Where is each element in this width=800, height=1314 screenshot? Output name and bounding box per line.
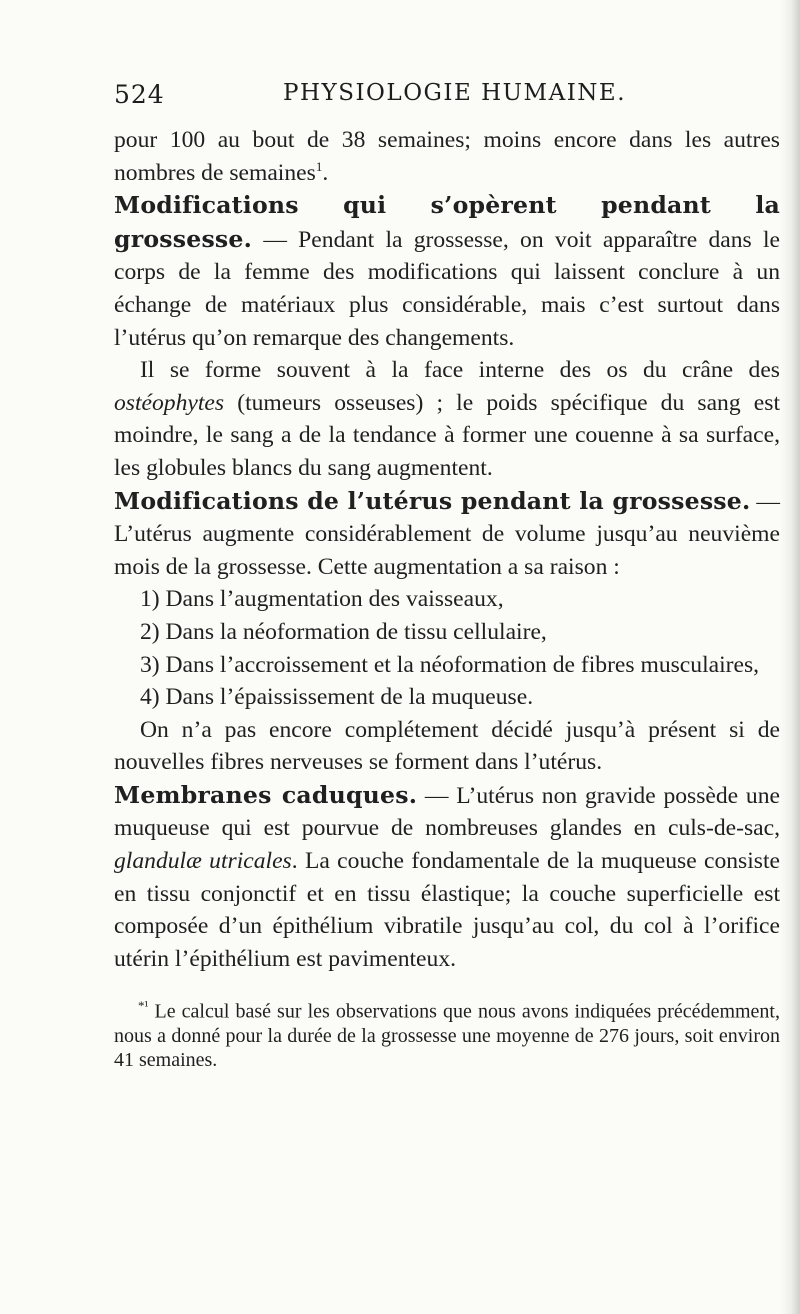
footnote-text: Le calcul basé sur les observations que nous avons indiquées précédemment, nous a donné pour la durée de la grossesse une moyenne de 276 jours, soit environ 41 semaines. — [114, 1001, 780, 1072]
section-text-after: . La couche fondamentale de la muqueuse consiste en tissu conjonctif et en tissu élastique; la couche superficielle est composée d’un épithélium vibratile jusqu’au col, du col à l’orifice utérin l’épithélium est pavimenteux. — [114, 848, 781, 972]
italic-term: glandulæ utricales — [114, 848, 292, 875]
list-item: 3) Dans l’accroissement et la néoformation de fibres musculaires, — [139, 651, 760, 678]
list-item: 1) Dans l’augmentation des vaisseaux, — [139, 586, 504, 613]
paragraph-continuation — [114, 124, 780, 189]
section-pregnancy-modifications — [114, 189, 780, 354]
paragraph-text-after: (tumeurs osseuses) ; le poids spécifique du sang est moindre, le sang a de la tendance à former une couenne à sa surface, les globules blancs du sang augmentent. — [114, 389, 780, 481]
section-text-before: — L’utérus non gravide possède une muqueuse qui est pourvue de nombreuses glandes en culs-de-sac, — [114, 782, 780, 842]
main-text — [114, 124, 780, 1072]
section-heading: Membranes caduques. — [114, 780, 418, 809]
footnote — [114, 994, 780, 1072]
paragraph-text-before: Il se forme souvent à la face interne des os du crâne des — [139, 357, 780, 384]
page-header — [114, 80, 724, 114]
footnote-marker: *¹ — [138, 998, 149, 1014]
section-uterus-modifications — [114, 485, 780, 584]
paragraph-nerve-fibres: On n’a pas encore complétement décidé jusqu’à présent si de nouvelles fibres nerveuses se forment dans l’utérus. — [114, 716, 780, 776]
section-caduceus-membranes — [114, 779, 780, 976]
running-title: PHYSIOLOGIE HUMAINE. — [283, 80, 627, 106]
section-heading: Modifications qui s’opèrent pendant la grossesse. — [114, 191, 780, 253]
page-number: 524 — [114, 80, 165, 109]
italic-term: ostéophytes — [114, 389, 225, 416]
list-item: 4) Dans l’épaississement de la muqueuse. — [139, 684, 534, 711]
paragraph-continuation-end: . — [322, 159, 329, 186]
section-text: — L’utérus augmente considérablement de volume jusqu’au neuvième mois de la grossesse. Cette augmentation a sa raison : — [114, 488, 780, 580]
section-heading: Modifications de l’utérus pendant la grossesse. — [114, 486, 751, 515]
section-text: — Pendant la grossesse, on voit apparaître dans le corps de la femme des modifications qui laissent conclure à un échange de matériaux plus considérable, mais c’est surtout dans l’utérus qu’on remarque des changements. — [114, 226, 780, 351]
footnote-reference: 1 — [315, 158, 323, 174]
paragraph-skull-blood — [114, 354, 780, 484]
paragraph-continuation-text: pour 100 au bout de 38 semaines; moins encore dans les autres nombres de semaines — [114, 127, 780, 186]
list-item: 2) Dans la néoformation de tissu cellulaire, — [139, 618, 547, 645]
page-edge-shadow — [780, 0, 800, 1314]
